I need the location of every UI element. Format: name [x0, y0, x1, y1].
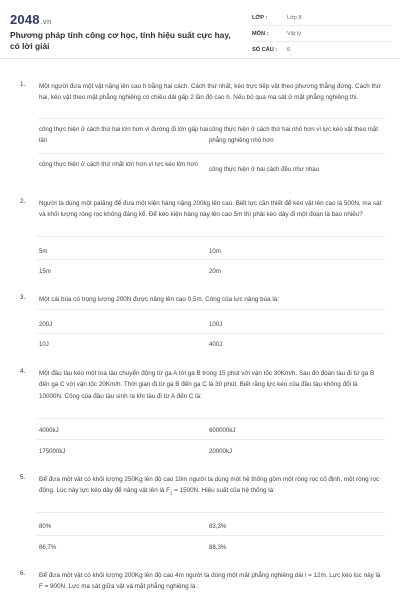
divider [37, 333, 385, 334]
answer-option-d[interactable]: 400J [209, 341, 223, 348]
question-text-part: Để đưa một vật có khối lượng 250Kg lên độ cao 10m người ta dùng một hệ thống gồm một ròng rọc cố định, một ròng rọc động. Lúc này lực kéo dây để nâng vật lên là F [39, 476, 380, 495]
logo-text: 2048 [10, 12, 40, 27]
answer-option-a[interactable]: 4000kJ [39, 427, 59, 434]
question-number: 4. [20, 368, 26, 375]
question-text: Một người đưa một vật nặng lên cao h bằng hai cách. Cách thứ nhất, kéo trực tiếp vật theo phương thẳng đứng. Cách thứ hai, kéo vật theo mặt phẳng nghiêng có chiều dài gấp 2 lần độ cao h. Nếu bỏ qua ma sát ở mặt phẳng nghiêng thì. [39, 83, 381, 102]
question-number: 5. [20, 474, 26, 481]
answer-option-a[interactable]: công thực hiện ở cách thứ hai lớn hơn vì đường đi lớn gấp hai lần [39, 126, 209, 145]
answer-option-c[interactable]: 10J [39, 341, 49, 348]
meta-value: 6 [287, 46, 291, 53]
meta-info [252, 10, 392, 57]
meta-row-class [252, 10, 392, 26]
meta-label: SỐ CÂU : [252, 46, 278, 53]
answer-option-a[interactable]: 80% [39, 523, 52, 530]
answer-option-d[interactable]: 88,3% [209, 544, 227, 551]
divider [37, 512, 385, 513]
answer-option-b[interactable]: 100J [209, 321, 223, 328]
question-text: Một đầu tàu kéo một toa tàu chuyển động từ ga A tới ga B trong 15 phút với vận tốc 30Km/h. Sau đó đoàn tàu đi từ ga B đến ga C với vận tốc 20Km/h. Thời gian đi từ ga B đến ga C là 30 phút. Biết rằng lực kéo của đầu tàu không đổi là 10000N. Công của đầu tàu sinh ra khi tàu đi từ A đến C là: [39, 370, 375, 400]
answer-option-a[interactable]: 200J [39, 321, 53, 328]
divider [37, 259, 385, 260]
logo-suffix: .vn [40, 19, 52, 26]
question-text [39, 474, 383, 499]
divider [37, 535, 385, 536]
divider [37, 439, 385, 440]
meta-value: Vật lý [287, 30, 301, 37]
meta-value: Lớp 8 [287, 14, 302, 21]
document-header [0, 0, 400, 59]
meta-row-question-count [252, 42, 392, 57]
question-number: 3. [20, 294, 26, 301]
answer-option-d[interactable]: công thực hiện ở hai cách đều như nhau [209, 166, 320, 173]
answer-option-d[interactable]: 20000kJ [209, 448, 233, 455]
divider [37, 309, 385, 310]
question-text: Một cái búa có trọng lượng 200N được nâng lên cao 0,5m. Công của lực nâng búa là: [39, 296, 280, 303]
answer-option-c[interactable]: 175000kJ [39, 448, 66, 455]
divider [37, 118, 385, 119]
question-number: 1. [20, 81, 26, 88]
answer-option-c[interactable]: 86,7% [39, 544, 57, 551]
answer-option-c[interactable]: 15m [39, 268, 51, 275]
question-text: Để đưa một vật có khối lượng 200Kg lên độ cao 4m người ta dùng một mặt phẳng nghiêng dài l = 12m. Lực kéo lúc này là F = 900N. Lực ma sát giữa vật và mặt phẳng nghiêng là : [39, 572, 381, 591]
page-title: Phương pháp tính công cơ học, tính hiệu suất cực hay, có lời giải [10, 30, 231, 51]
question-text: Người ta dùng một palăng để đưa một kiện hàng nặng 200kg lên cao. Biết lực cần thiết để kéo vật lên cao là 500N, ma sát và khối lượng ròng rọc không đáng kể. Để kéo kiện hàng này lên cao 5m thì phải kéo dây đi một đoạn là bao nhiêu? [39, 200, 382, 219]
divider [37, 153, 385, 154]
meta-label: LỚP : [252, 14, 268, 21]
answer-option-d[interactable]: 20m [209, 268, 221, 275]
answer-option-b[interactable]: 10m [209, 248, 221, 255]
divider [37, 236, 385, 237]
question-number: 2. [20, 198, 26, 205]
site-logo[interactable] [10, 12, 51, 27]
subscript: 1 [169, 490, 173, 496]
meta-row-subject [252, 26, 392, 42]
answer-option-b[interactable]: 83,3% [209, 523, 227, 530]
answer-option-b[interactable]: công thực hiện ở cách thứ hai nhỏ hơn vì lực kéo vật theo mặt phẳng nghiêng nhỏ hơn [209, 126, 378, 145]
answer-option-b[interactable]: 600000kJ [209, 427, 236, 434]
question-number: 6. [20, 570, 26, 577]
answer-option-c[interactable]: công thực hiện ở cách thứ nhất lớn hơn vì lực kéo lớn hơn [39, 161, 198, 168]
question-text-part: = 1500N. Hiệu suất của hệ thống là: [172, 487, 275, 495]
answer-option-a[interactable]: 5m [39, 248, 48, 255]
meta-label: MÔN : [252, 30, 269, 37]
divider [37, 418, 385, 419]
